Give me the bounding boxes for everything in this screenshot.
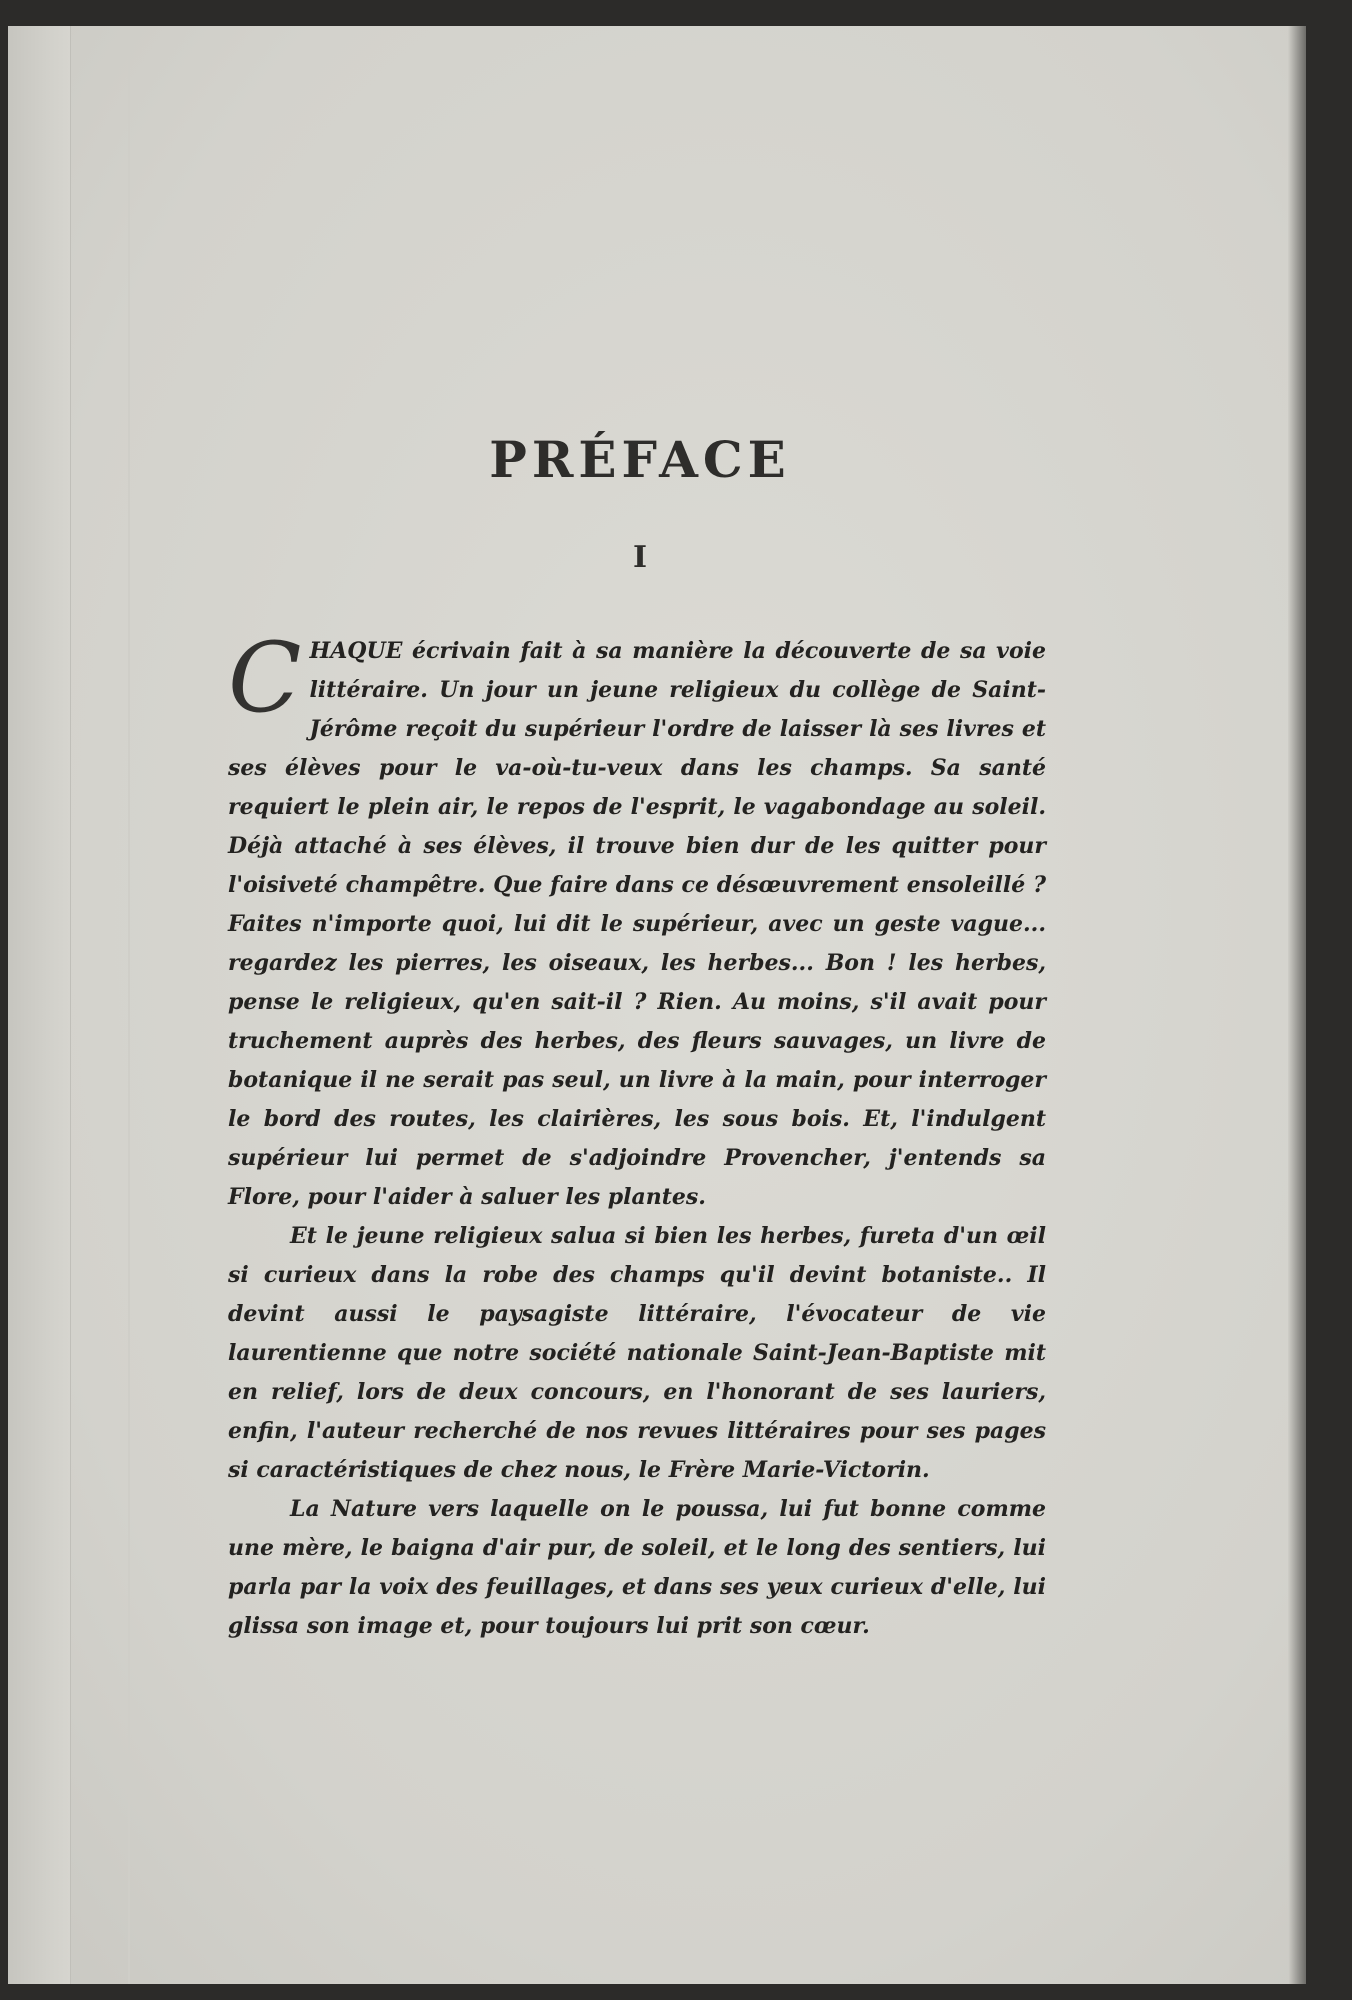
drop-cap: C	[228, 622, 302, 734]
book-page	[8, 26, 1306, 1984]
page-gutter	[8, 26, 71, 1984]
paragraph-2: Et le jeune religieux salua si bien les herbes, fureta d'un œil si curieux dans la robe des champs qu'il devint botaniste.. Il devint aussi le paysagiste littéraire, l'évocateur de vie laurentienne que notre société nationale Saint-Jean-Baptiste mit en relief, lors de deux concours, en l'honorant de ses lauriers, enfin, l'auteur recherché de nos revues littéraires pour ses pages si caractéristiques de chez nous, le Frère Marie-Victorin.	[228, 1223, 1046, 1483]
page-title: PRÉFACE	[489, 430, 791, 489]
page-edge-shadow	[1288, 26, 1306, 1984]
paragraph-3: La Nature vers laquelle on le poussa, lui fut bonne comme une mère, le baigna d'air pur, de soleil, et le long des sentiers, lui parla par la voix des feuillages, et dans ses yeux curieux d'elle, lui glissa son image et, pour toujours lui prit son cœur.	[228, 1496, 1046, 1639]
paragraph-1-text: écrivain fait à sa manière la découverte de sa voie littéraire. Un jour un jeune religieux du collège de Saint-Jérôme reçoit du supérieur l'ordre de laisser là ses livres et ses élèves pour le va-où-tu-veux dans les champs. Sa santé requiert le plein air, le repos de l'esprit, le vagabondage au soleil. Déjà attaché à ses élèves, il trouve bien dur de les quitter pour l'oisiveté champêtre. Que faire dans ce désœuvrement ensoleillé ? Faites n'importe quoi, lui dit le supérieur, avec un geste vague... regardez les pierres, les oiseaux, les herbes... Bon ! les herbes, pense le religieux, qu'en sait-il ? Rien. Au moins, s'il avait pour truchement auprès des herbes, des fleurs sauvages, un livre de botanique il ne serait pas seul, un livre à la main, pour interroger le bord des routes, les clairières, les sous bois. Et, l'indulgent supérieur lui permet de s'adjoindre Provencher, j'entends sa Flore, pour l'aider à saluer les plantes.	[228, 638, 1046, 1210]
section-number: I	[632, 540, 648, 575]
preface-body	[228, 622, 1046, 1646]
paragraph-1	[228, 622, 1046, 1217]
paragraph-1-lead: HAQUE	[309, 638, 403, 664]
binding-line	[128, 26, 130, 1984]
